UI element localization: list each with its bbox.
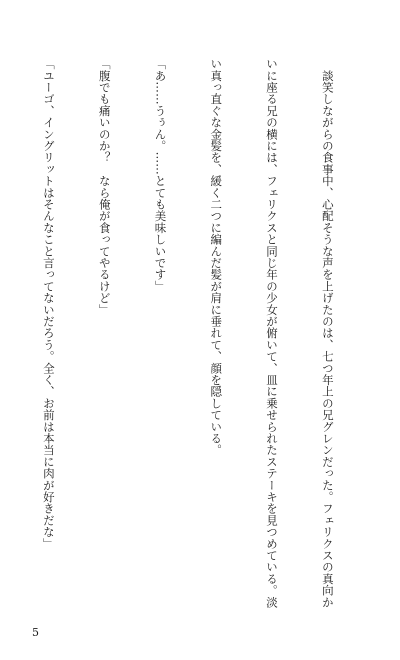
text-line: [0, 58, 2, 598]
text-line: 「腹でも痛いのか？ なら俺が食ってやるけど」: [97, 58, 112, 316]
text-line: 「あ……うぅん。……とても美味しいです」: [153, 58, 168, 292]
page-number: 5: [32, 626, 39, 639]
text-line: いに座る兄の横には、フェリクスと同じ年の少女が俯いて、皿に乗せられたステーキを見つめている。淡: [265, 58, 280, 608]
text-line: 談笑しながらの食事中、心配そうな声を上げたのは、七つ年上の兄グレンだった。フェリクスの真向か: [320, 58, 335, 608]
text-line: い真っ直ぐな金髪を、緩く二つに編んだ髪が肩に垂れて、顔を隠している。: [209, 58, 224, 456]
vertical-text-body: [30, 58, 374, 608]
text-line: 「ユーゴ、イングリットはそんなこと言ってないだろう。全く、お前は本当に肉が好きだな」: [41, 58, 56, 550]
